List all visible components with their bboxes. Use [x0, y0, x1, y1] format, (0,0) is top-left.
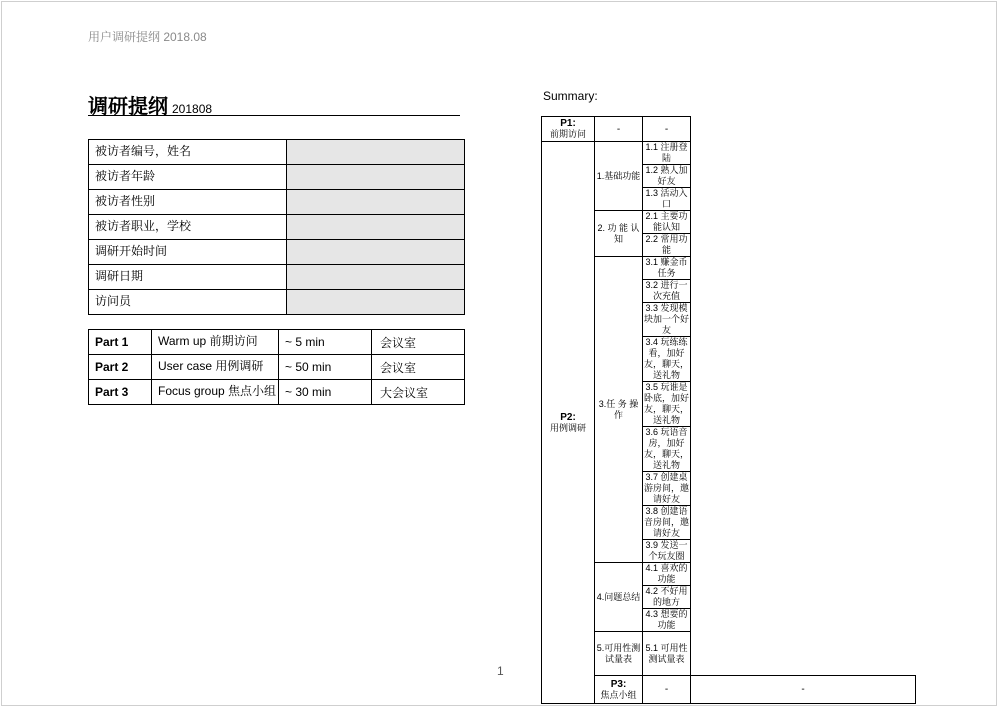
- info-label: 访问员: [89, 290, 287, 315]
- section-cell: -: [643, 676, 691, 704]
- info-field[interactable]: [287, 265, 465, 290]
- table-row: [89, 240, 465, 265]
- info-label: 被访者职业，学校: [89, 215, 287, 240]
- phase-cell-p1: [542, 117, 595, 142]
- section-cell: 2. 功 能 认知: [595, 211, 643, 257]
- table-row: [542, 563, 916, 586]
- table-row: [89, 215, 465, 240]
- table-row: [89, 190, 465, 215]
- info-label: 调研开始时间: [89, 240, 287, 265]
- phase-name: 前期访问: [549, 129, 586, 139]
- item-cell: 3.2 进行一次充值: [643, 280, 691, 303]
- part-duration: ~ 5 min: [279, 330, 372, 355]
- table-row: [89, 140, 465, 165]
- item-cell: 2.2 常用功能: [643, 234, 691, 257]
- item-cell: 1.1 注册登陆: [643, 142, 691, 165]
- part-name: Part 1: [89, 330, 152, 355]
- part-room: 大会议室: [372, 380, 465, 405]
- table-row: [542, 676, 916, 704]
- table-row: [89, 380, 465, 405]
- summary-table: [541, 116, 916, 704]
- item-cell: -: [691, 676, 916, 704]
- info-field[interactable]: [287, 165, 465, 190]
- info-label: 调研日期: [89, 265, 287, 290]
- phase-code: P1:: [560, 118, 576, 129]
- part-description: Focus group 焦点小组: [152, 380, 279, 405]
- doc-title-date: 201808: [172, 102, 213, 116]
- item-cell: 1.3 活动入口: [643, 188, 691, 211]
- item-cell: 3.5 玩谁是卧底，加好友，聊天，送礼物: [643, 382, 689, 425]
- phase-code: P3:: [610, 678, 627, 690]
- table-row: [89, 290, 465, 315]
- info-label: 被访者编号，姓名: [89, 140, 287, 165]
- summary-label: Summary:: [543, 89, 598, 103]
- phase-cell-p3: [595, 676, 643, 704]
- table-row: [542, 211, 916, 234]
- part-room: 会议室: [372, 355, 465, 380]
- item-cell: 3.1 赚金币任务: [643, 257, 691, 280]
- item-cell: 3.7 创建桌游房间，邀请好友: [643, 472, 689, 504]
- section-cell: 3.任 务 操 作: [595, 257, 643, 563]
- section-cell: 4.问题总结: [595, 563, 643, 632]
- page-header: 用户调研提纲 2018.08: [88, 30, 207, 44]
- info-label: 被访者年龄: [89, 165, 287, 190]
- phase-cell-p2: [542, 142, 595, 704]
- item-cell: 4.2 不好用的地方: [643, 586, 691, 609]
- part-name: Part 3: [89, 380, 152, 405]
- item-cell: 1.2 熟人加好友: [643, 165, 691, 188]
- item-cell: 2.1 主要功能认知: [643, 211, 691, 234]
- phase-name: 用例调研: [549, 422, 586, 433]
- info-field[interactable]: [287, 290, 465, 315]
- item-cell: 3.6 玩语音房，加好友，聊天，送礼物: [643, 427, 689, 470]
- item-cell: 4.1 喜欢的功能: [643, 563, 691, 586]
- item-cell: -: [643, 117, 691, 142]
- table-row: [89, 265, 465, 290]
- title-divider: [88, 115, 460, 116]
- section-cell: 1.基础功能: [595, 142, 643, 211]
- item-cell: 5.1 可用性测试量表: [643, 632, 691, 676]
- part-room: 会议室: [372, 330, 465, 355]
- section-cell: 5.可用性测试量表: [595, 632, 643, 676]
- item-cell: 3.8 创建语音房间，邀请好友: [643, 506, 689, 538]
- table-row: [542, 117, 916, 142]
- info-field[interactable]: [287, 215, 465, 240]
- table-row: [89, 355, 465, 380]
- table-row: [542, 142, 916, 165]
- table-row: [89, 330, 465, 355]
- part-description: Warm up 前期访问: [152, 330, 279, 355]
- item-cell: 3.4 玩练练看，加好友，聊天，送礼物: [643, 337, 689, 380]
- part-duration: ~ 30 min: [279, 380, 372, 405]
- table-row: [542, 632, 916, 676]
- info-field[interactable]: [287, 190, 465, 215]
- page-number: 1: [497, 664, 504, 678]
- info-label: 被访者性别: [89, 190, 287, 215]
- section-cell: -: [595, 117, 643, 142]
- item-cell: 3.9 发送一个玩友圈: [643, 540, 691, 563]
- table-row: [89, 165, 465, 190]
- item-cell: 4.3 想要的功能: [643, 609, 691, 632]
- parts-table: [88, 329, 465, 405]
- part-description: User case 用例调研: [152, 355, 279, 380]
- phase-name: 焦点小组: [600, 689, 637, 700]
- info-field[interactable]: [287, 140, 465, 165]
- table-row: [542, 257, 916, 280]
- part-duration: ~ 50 min: [279, 355, 372, 380]
- part-name: Part 2: [89, 355, 152, 380]
- item-cell: 3.3 发现模块加一个好友: [643, 303, 689, 335]
- phase-code: P2:: [560, 411, 576, 423]
- interviewee-info-table: [88, 139, 465, 315]
- info-field[interactable]: [287, 240, 465, 265]
- doc-title-main: 调研提纲: [88, 96, 168, 118]
